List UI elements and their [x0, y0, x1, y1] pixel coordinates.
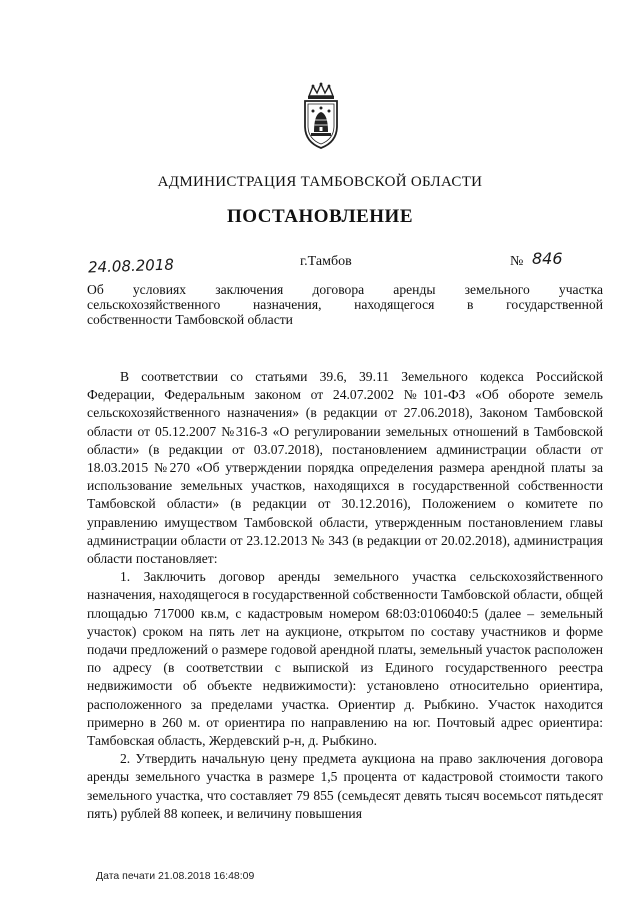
city-label: г.Тамбов	[300, 254, 352, 269]
subject-line: Об условиях заключения договора аренды земельного участка	[87, 282, 603, 297]
body-paragraph: 2. Утвердить начальную цену предмета аукциона на право заключения договора аренды земельного участка в размере 1,5 процента от кадастровой стоимости такого земельного участка, что составляет 79 855 (семьдесят девять тысяч восемьсот пятьдесят пять) рублей 88 копеек, и величину повышения	[87, 751, 603, 821]
subject-line: собственности Тамбовской области	[87, 312, 293, 327]
document-body	[87, 368, 603, 823]
number-label: №	[510, 254, 524, 269]
document-subject	[87, 282, 603, 327]
tambov-coat-of-arms-icon	[297, 82, 345, 150]
document-type-heading: ПОСТАНОВЛЕНИЕ	[226, 206, 414, 227]
subject-line: сельскохозяйственного назначения, находящегося в государственной	[87, 297, 603, 312]
handwritten-date: 24.08.2018	[87, 255, 175, 277]
print-date-footer: Дата печати 21.08.2018 16:48:09	[96, 870, 255, 882]
handwritten-document-number: 846	[532, 249, 563, 268]
body-paragraph: В соответствии со статьями 39.6, 39.11 Земельного кодекса Российской Федерации, Федеральным законом от 24.07.2002 №101-ФЗ «Об обороте земель сельскохозяйственного назначения» (в редакции от 27.06.2018), Законом Тамбовской области от 05.12.2007 №316-З «О регулировании земельных отношений в Тамбовской области» (в редакции от 03.07.2018), постановлением администрации области от 18.03.2015 №270 «Об утверждении порядка определения размера арендной платы за использование земельных участков, находящихся в государственной собственности Тамбовской области» (в редакции от 30.12.2016), Положением о комитете по управлению имуществом Тамбовской области, утвержденным постановлением главы администрации области от 23.12.2013 № 343 (в редакции от 20.02.2018), администрация области постановляет:	[87, 369, 603, 567]
body-paragraph: 1. Заключить договор аренды земельного участка сельскохозяйственного назначения, находящегося в государственной собственности Тамбовской области, общей площадью 717000 кв.м, с кадастровым номером 68:03:0106040:5 (далее – земельный участок) сроком на пять лет на аукционе, открытом по составу участников и форме подачи предложений о размере годовой арендной платы, земельный участок расположен по адресу (в соответствии с выпиской из Единого государственного реестра недвижимости об объекте недвижимости): установлено относительно ориентира, расположенного за пределами участка. Ориентир д. Рыбкино. Участок находится примерно в 260 м. от ориентира по направлению на юг. Почтовый адрес ориентира: Тамбовская область, Жердевский р-н, д. Рыбкино.	[87, 569, 603, 749]
organization-name: АДМИНИСТРАЦИЯ ТАМБОВСКОЙ ОБЛАСТИ	[157, 174, 483, 190]
